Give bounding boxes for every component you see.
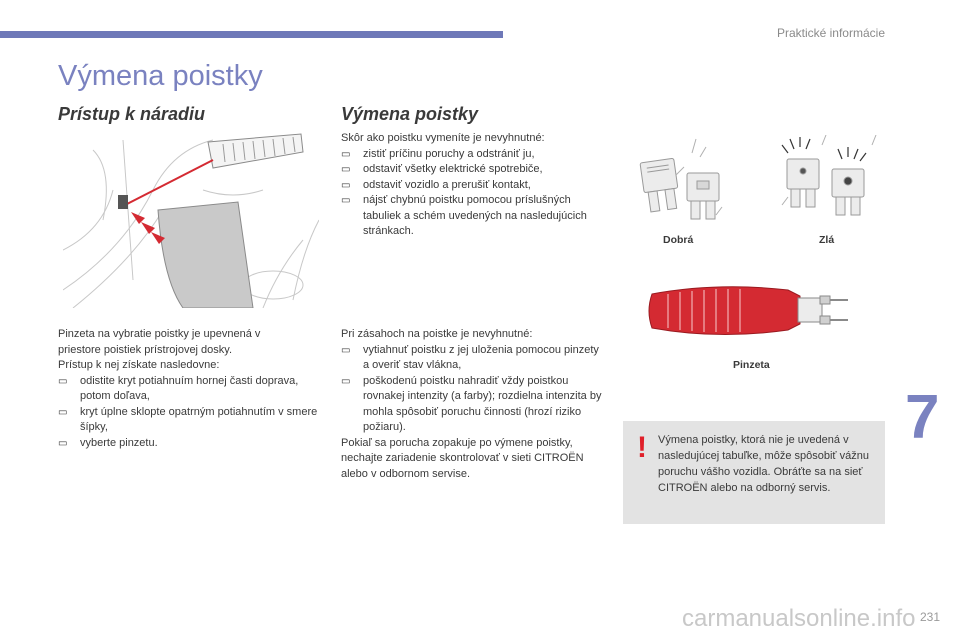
square-bullet-icon: ▭ xyxy=(341,195,351,206)
square-bullet-icon: ▭ xyxy=(58,375,68,387)
heading-access-tool: Prístup k náradiu xyxy=(58,104,206,124)
dashboard-fuse-box-illustration xyxy=(63,130,319,308)
middle-intro-2: Pri zásahoch na poistke je nevyhnutné: xyxy=(341,328,533,340)
middle-text-block-1 xyxy=(341,131,603,240)
watermark: carmanualsonline.info xyxy=(682,605,916,632)
square-bullet-icon: ▭ xyxy=(341,164,351,175)
list-item: ▭ zistiť príčinu poruchy a odstrániť ju, xyxy=(341,147,603,163)
page-number: 231 xyxy=(919,610,940,624)
fuse-condition-illustration xyxy=(632,135,882,230)
middle-outro: Pokiaľ sa porucha zopakuje po výmene poistky, nechajte zariadenie skontrolovať v sieti CITROËN alebo v odbornom servise. xyxy=(341,436,584,480)
left-intro-line-2: priestore poistiek prístrojovej dosky. xyxy=(58,343,233,356)
tweezers-label: Pinzeta xyxy=(733,359,770,371)
exclamation-icon: ! xyxy=(637,431,647,464)
list-item: ▭ poškodenú poistku nahradiť vždy poistkou rovnakej intenzity (a farby); rozdielna intenzita by mohla spôsobiť poruchu činnosti (hrozí riziko požiaru). xyxy=(341,374,602,433)
warning-box xyxy=(623,421,885,524)
list-item: ▭ kryt úplne sklopte opatrným potiahnutím v smere šípky, xyxy=(58,405,318,433)
bad-fuse-label: Zlá xyxy=(819,234,835,246)
good-fuse-icons xyxy=(640,158,719,219)
list-item: ▭ vyberte pinzetu. xyxy=(58,436,320,452)
list-item: ▭ odstaviť vozidlo a prerušiť kontakt, xyxy=(341,178,603,194)
middle-intro: Skôr ako poistku vymeníte je nevyhnutné: xyxy=(341,132,545,144)
bad-fuse-icons xyxy=(787,159,864,215)
left-intro-line-3: Prístup k nej získate nasledovne: xyxy=(58,359,220,371)
list-item: ▭ nájsť chybnú poistku pomocou príslušných tabuliek a schém uvedených na nasledujúcich stránkach. xyxy=(341,194,587,237)
chapter-number: 7 xyxy=(905,383,940,452)
left-bullet-list xyxy=(58,374,320,452)
section-label: Praktické informácie xyxy=(776,26,885,40)
heading-replace-fuse: Výmena poistky xyxy=(341,104,479,124)
middle-bullet-list-1 xyxy=(341,147,603,240)
list-item: ▭ odstaviť všetky elektrické spotrebiče, xyxy=(341,162,603,178)
middle-text-block-2 xyxy=(341,327,603,482)
left-text-block xyxy=(58,327,320,451)
square-bullet-icon: ▭ xyxy=(58,437,68,449)
square-bullet-icon: ▭ xyxy=(341,148,351,160)
warning-text: Výmena poistky, ktorá nie je uvedená v nasledujúcej tabuľke, môže spôsobiť vážnu poruchu vášho vozidla. Obráťte sa na sieť CITROËN alebo na odborný servis. xyxy=(658,434,869,494)
square-bullet-icon: ▭ xyxy=(58,406,68,418)
list-item: ▭ vytiahnuť poistku z jej uloženia pomocou pinzety a overiť stav vlákna, xyxy=(341,343,599,371)
header-accent-bar xyxy=(0,31,503,38)
tweezers-illustration xyxy=(648,280,853,342)
square-bullet-icon: ▭ xyxy=(341,344,351,356)
page-title: Výmena poistky xyxy=(58,60,263,92)
square-bullet-icon: ▭ xyxy=(341,375,351,387)
square-bullet-icon: ▭ xyxy=(341,179,351,191)
left-intro-line-1: Pinzeta na vybratie poistky je upevnená v xyxy=(58,328,261,340)
good-fuse-label: Dobrá xyxy=(663,234,694,246)
middle-bullet-list-2 xyxy=(341,343,603,436)
list-item: ▭ odistite kryt potiahnuím hornej časti doprava, potom doľava, xyxy=(58,374,299,402)
